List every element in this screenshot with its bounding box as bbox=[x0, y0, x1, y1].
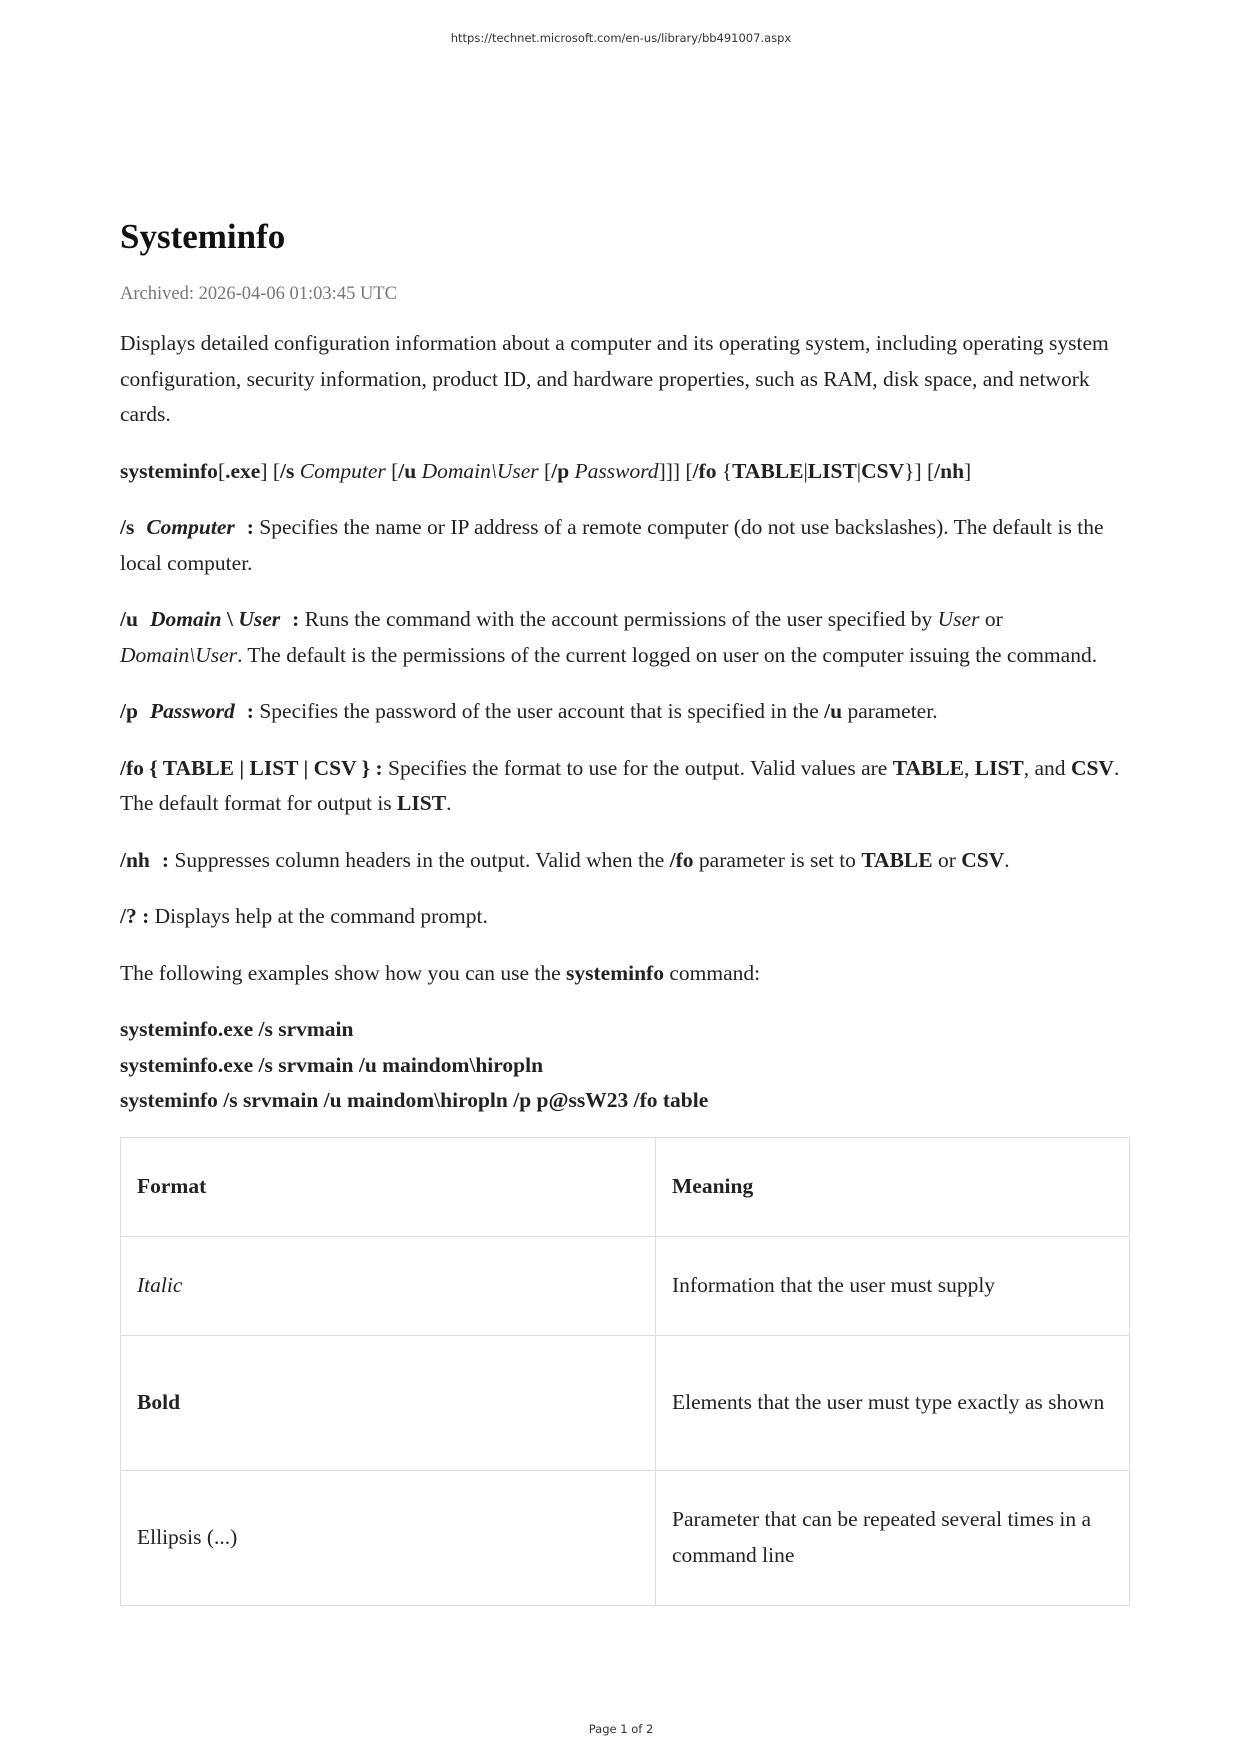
page-number: Page 1 of 2 bbox=[588, 1722, 654, 1736]
param-p: /p Password : Specifies the password of the user account that is specified in the /u parameter. bbox=[120, 699, 938, 723]
page-title: Systeminfo bbox=[120, 217, 286, 256]
table-cell-format: Bold bbox=[121, 1335, 656, 1470]
examples-intro: The following examples show how you can use the systeminfo command: bbox=[120, 960, 761, 985]
example-line: systeminfo.exe /s srvmain /u maindom\hiropln bbox=[120, 1052, 544, 1077]
document-body bbox=[120, 210, 1130, 1606]
format-table bbox=[120, 1137, 1130, 1606]
param-u: /u Domain \ User : Runs the command with the account permissions of the user specified by User or Domain\User. The default is the permissions of the current logged on user on the computer issuing the command. bbox=[120, 607, 1098, 667]
param-fo: /fo { TABLE | LIST | CSV } : Specifies the format to use for the output. Valid values are TABLE, LIST, and CSV. The default format for output is LIST. bbox=[120, 755, 1120, 815]
syntax-line: systeminfo[.exe] [/s Computer [/u Domain\User [/p Password]]] [/fo {TABLE|LIST|CSV}] [/nh] bbox=[120, 458, 972, 483]
table-header-row bbox=[121, 1137, 1130, 1236]
example-line: systeminfo.exe /s srvmain bbox=[120, 1017, 354, 1041]
examples-block bbox=[120, 1012, 1130, 1119]
table-row bbox=[121, 1335, 1130, 1470]
page-url-header: https://technet.microsoft.com/en-us/library/bb491007.aspx bbox=[450, 31, 792, 45]
archived-timestamp: Archived: 2026-04-06 01:03:45 UTC bbox=[120, 284, 397, 304]
table-cell-meaning: Parameter that can be repeated several times in a command line bbox=[656, 1470, 1130, 1605]
table-cell-meaning: Elements that the user must type exactly as shown bbox=[656, 1335, 1130, 1470]
table-cell-format: Ellipsis (...) bbox=[121, 1470, 656, 1605]
table-header-meaning: Meaning bbox=[656, 1137, 1130, 1236]
param-s: /s Computer : Specifies the name or IP address of a remote computer (do not use backslashes). The default is the local computer. bbox=[120, 515, 1104, 575]
table-row bbox=[121, 1470, 1130, 1605]
table-cell-format: Italic bbox=[121, 1236, 656, 1335]
table-header-format: Format bbox=[121, 1137, 656, 1236]
param-help: /? : Displays help at the command prompt. bbox=[120, 904, 488, 928]
table-row bbox=[121, 1236, 1130, 1335]
example-line: systeminfo /s srvmain /u maindom\hiropln /p p@ssW23 /fo table bbox=[120, 1088, 709, 1112]
description: Displays detailed configuration information about a computer and its operating system, including operating system configuration, security information, product ID, and hardware properties, such as RAM, disk space, and network cards. bbox=[120, 331, 1109, 426]
table-cell-meaning: Information that the user must supply bbox=[656, 1236, 1130, 1335]
param-nh: /nh : Suppresses column headers in the output. Valid when the /fo parameter is set to TABLE or CSV. bbox=[120, 847, 1010, 872]
